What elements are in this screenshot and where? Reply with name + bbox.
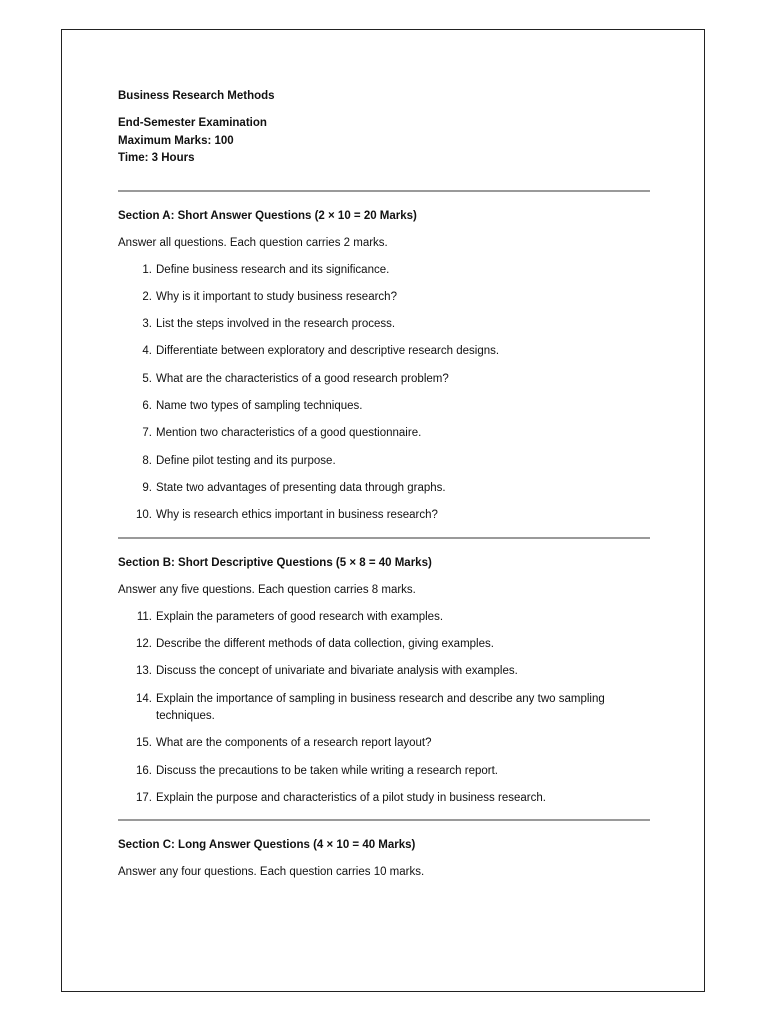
- question-item: [118, 691, 650, 726]
- question-text: Discuss the concept of univariate and bivariate analysis with examples.: [156, 665, 518, 678]
- question-text: What are the components of a research report layout?: [156, 737, 432, 750]
- max-marks: Maximum Marks: 100: [118, 134, 234, 147]
- section-divider: [118, 819, 650, 821]
- section-b-questions: [118, 609, 650, 808]
- question-number: 5.: [142, 372, 152, 385]
- section-divider: [118, 537, 650, 539]
- question-text: Describe the different methods of data collection, giving examples.: [156, 637, 494, 650]
- question-number: 10.: [136, 509, 152, 522]
- section-a-instruction: Answer all questions. Each question carries 2 marks.: [118, 236, 388, 249]
- exam-name: End-Semester Examination: [118, 117, 267, 129]
- question-item: [118, 663, 650, 681]
- question-item: [118, 425, 650, 443]
- question-number: 7.: [142, 427, 152, 440]
- exam-time: Time: 3 Hours: [118, 152, 195, 164]
- question-text: Discuss the precautions to be taken while writing a research report.: [156, 764, 498, 777]
- question-number: 1.: [142, 263, 152, 276]
- question-item: [118, 371, 650, 389]
- question-number: 14.: [136, 692, 152, 705]
- question-text: Explain the purpose and characteristics of a pilot study in business research.: [156, 791, 546, 804]
- question-number: 4.: [142, 345, 152, 358]
- question-number: 8.: [142, 454, 152, 467]
- section-c-instruction: Answer any four questions. Each question carries 10 marks.: [118, 866, 425, 879]
- section-c-heading: Section C: Long Answer Questions (4 × 10 = 40 Marks): [118, 839, 416, 852]
- question-number: 16.: [136, 764, 152, 777]
- question-item: [118, 262, 650, 280]
- question-text: Mention two characteristics of a good questionnaire.: [156, 427, 422, 440]
- question-text: Differentiate between exploratory and descriptive research designs.: [156, 345, 500, 358]
- question-item: [118, 609, 650, 627]
- question-number: 2.: [142, 290, 152, 303]
- question-item: [118, 790, 650, 808]
- question-number: 6.: [142, 399, 152, 412]
- section-divider: [118, 190, 650, 192]
- section-b-instruction: Answer any five questions. Each question carries 8 marks.: [118, 583, 416, 596]
- document-title: Business Research Methods: [118, 90, 275, 102]
- question-text: List the steps involved in the research process.: [156, 318, 396, 331]
- section-a-heading: Section A: Short Answer Questions (2 × 10 = 20 Marks): [118, 209, 417, 222]
- question-item: [118, 480, 650, 498]
- exam-page: [61, 29, 705, 992]
- question-item: [118, 398, 650, 416]
- question-item: [118, 763, 650, 781]
- question-item: [118, 453, 650, 471]
- question-item: [118, 316, 650, 334]
- question-number: 12.: [136, 637, 152, 650]
- section-b-heading: Section B: Short Descriptive Questions (5 × 8 = 40 Marks): [118, 556, 432, 569]
- question-text: Explain the importance of sampling in business research and describe any two sampling techniques.: [156, 692, 605, 723]
- page-content: [118, 88, 650, 880]
- question-text: Explain the parameters of good research with examples.: [156, 610, 444, 623]
- question-item: [118, 636, 650, 654]
- question-text: Name two types of sampling techniques.: [156, 399, 363, 412]
- question-number: 13.: [136, 665, 152, 678]
- question-number: 11.: [136, 610, 152, 623]
- question-number: 3.: [142, 318, 152, 331]
- question-item: [118, 735, 650, 753]
- question-text: Define pilot testing and its purpose.: [156, 454, 336, 467]
- question-number: 15.: [136, 737, 152, 750]
- question-text: What are the characteristics of a good research problem?: [156, 372, 449, 385]
- question-text: Why is it important to study business research?: [156, 290, 397, 303]
- question-number: 9.: [142, 481, 152, 494]
- question-text: Define business research and its significance.: [156, 263, 390, 276]
- question-number: 17.: [136, 791, 152, 804]
- section-a-questions: [118, 262, 650, 525]
- question-text: Why is research ethics important in business research?: [156, 509, 438, 522]
- question-item: [118, 507, 650, 525]
- question-text: State two advantages of presenting data through graphs.: [156, 481, 446, 494]
- question-item: [118, 343, 650, 361]
- question-item: [118, 289, 650, 307]
